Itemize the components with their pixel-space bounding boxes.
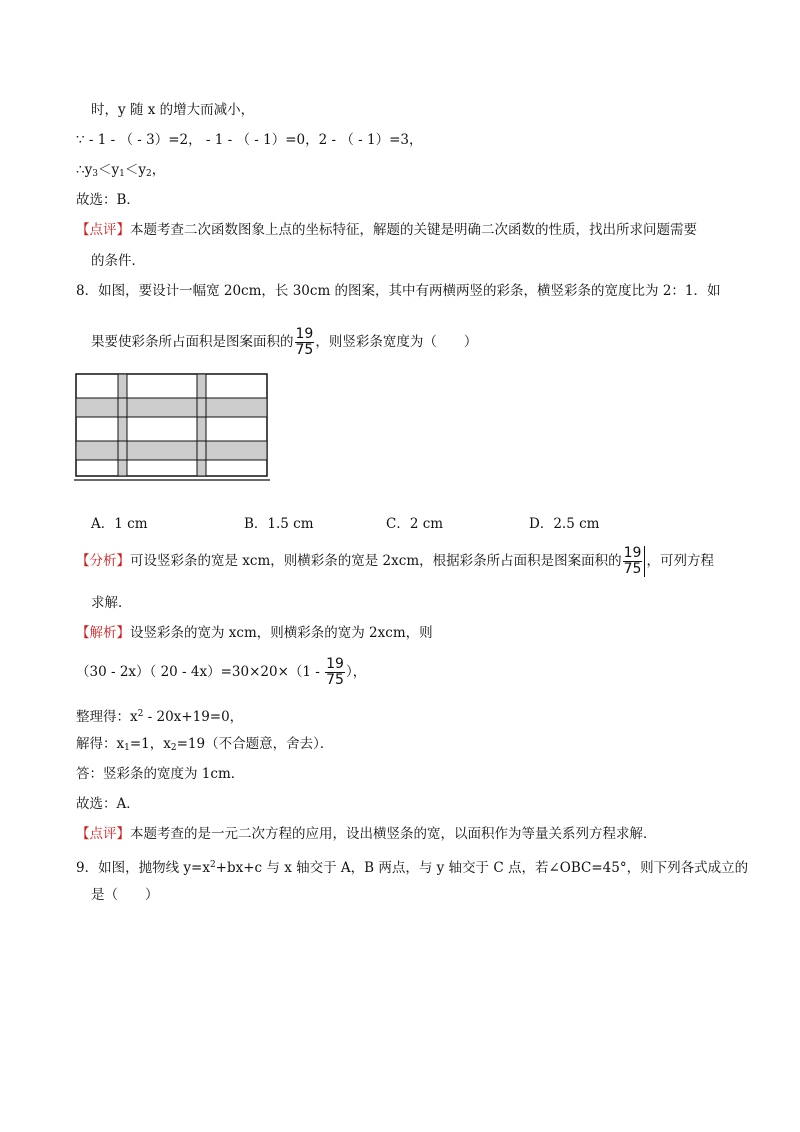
subscript: 1 <box>124 743 130 753</box>
question-8-stem-cont <box>91 324 477 360</box>
text-span: =19（不合题意，舍去）． <box>176 736 334 752</box>
vertical-stripe <box>118 374 127 476</box>
fraction-numerator: 19 <box>623 545 642 561</box>
review-line <box>76 221 697 239</box>
text-span: ＜y <box>124 162 146 178</box>
text-span: ， <box>151 162 166 178</box>
subscript: 1 <box>119 169 125 179</box>
text-line <box>76 161 165 183</box>
fraction-numerator: 19 <box>295 326 314 342</box>
solution-line <box>76 624 433 642</box>
subscript: 3 <box>92 169 98 179</box>
fraction-numerator: 19 <box>326 656 344 672</box>
pattern-rectangle <box>76 374 267 476</box>
vertical-stripe <box>197 374 206 476</box>
review-tag: 【点评】 <box>76 222 130 238</box>
text-line: 的条件． <box>91 253 145 269</box>
solution-text: 设竖彩条的宽为 xcm，则横彩条的宽为 2xcm，则 <box>130 625 433 641</box>
text-span: =1，x <box>129 736 171 752</box>
text-line: 答：竖彩条的宽度为 1cm． <box>76 766 245 782</box>
option-b[interactable]: B．1.5 cm <box>244 516 314 532</box>
option-d[interactable]: D．2.5 cm <box>529 516 600 532</box>
text-line <box>76 735 333 757</box>
text-span: 整理得：x <box>76 709 138 725</box>
text-line: 故选：B． <box>76 192 140 208</box>
stripe-pattern-figure <box>74 372 270 482</box>
text-span: - 20x+19=0， <box>143 709 244 725</box>
question-8-stem: 8．如图，要设计一幅宽 20cm，长 30cm 的图案，其中有两横两竖的彩条，横竖彩条的宽度比为 2：1．如 <box>76 283 721 299</box>
fraction-denominator: 75 <box>326 672 344 688</box>
solution-tag: 【解析】 <box>76 625 130 641</box>
equation-line <box>76 654 366 690</box>
text-span: 果要使彩条所占面积是图案面积的 <box>91 334 294 350</box>
superscript: 2 <box>137 709 144 719</box>
fraction-denominator: 75 <box>623 561 642 577</box>
text-line: 故选：A． <box>76 796 140 812</box>
analysis-text: 可设竖彩条的宽是 xcm，则横彩条的宽是 2xcm，根据彩条所占面积是图案面积的 <box>130 553 622 569</box>
equation-text: ）， <box>345 664 367 680</box>
text-span: 9．如图，抛物线 y=x <box>76 860 210 876</box>
superscript: 2 <box>209 860 216 870</box>
analysis-tag: 【分析】 <box>76 553 130 569</box>
text-line <box>76 705 243 726</box>
text-line: 时，y 随 x 的增大而减小， <box>91 102 255 118</box>
question-9-stem <box>76 856 748 877</box>
review-line <box>76 825 657 843</box>
text-span: ，则竖彩条宽度为（ ） <box>315 334 478 350</box>
equation-text: （30 - 2x）（ 20 - 4x）=30×20×（1 - <box>76 664 325 680</box>
text-line: 是（ ） <box>91 887 159 903</box>
review-text: 本题考查二次函数图象上点的坐标特征，解题的关键是明确二次函数的性质，找出所求问题需要 <box>130 222 697 238</box>
text-span: 解得：x <box>76 736 125 752</box>
horizontal-stripe <box>76 398 267 417</box>
fraction-19-75 <box>295 327 315 358</box>
fraction-19-75 <box>623 546 646 577</box>
fraction-19-75 <box>325 657 345 688</box>
option-a[interactable]: A．1 cm <box>91 516 148 532</box>
text-span: ＜y <box>97 162 120 178</box>
subscript: 2 <box>170 743 177 753</box>
review-text: 本题考查的是一元二次方程的应用，设出横竖条的宽，以面积作为等量关系列方程求解． <box>130 826 657 842</box>
analysis-line <box>76 543 714 579</box>
analysis-text: ，可列方程 <box>646 553 714 569</box>
fraction-denominator: 75 <box>295 342 314 358</box>
subscript: 2 <box>145 169 152 179</box>
text-line: ∵ - 1 - （ - 3）=2， - 1 - （ - 1）=0，2 - （ - 1）=3， <box>76 132 423 148</box>
text-line: 求解． <box>91 595 132 611</box>
text-span: +bx+c 与 x 轴交于 A，B 两点，与 y 轴交于 C 点，若∠OBC=45°，则下列各式成立的 <box>215 860 749 876</box>
option-c[interactable]: C．2 cm <box>386 516 444 532</box>
text-span: ∴y <box>76 162 93 178</box>
horizontal-stripe <box>76 441 267 460</box>
review-tag: 【点评】 <box>76 826 130 842</box>
